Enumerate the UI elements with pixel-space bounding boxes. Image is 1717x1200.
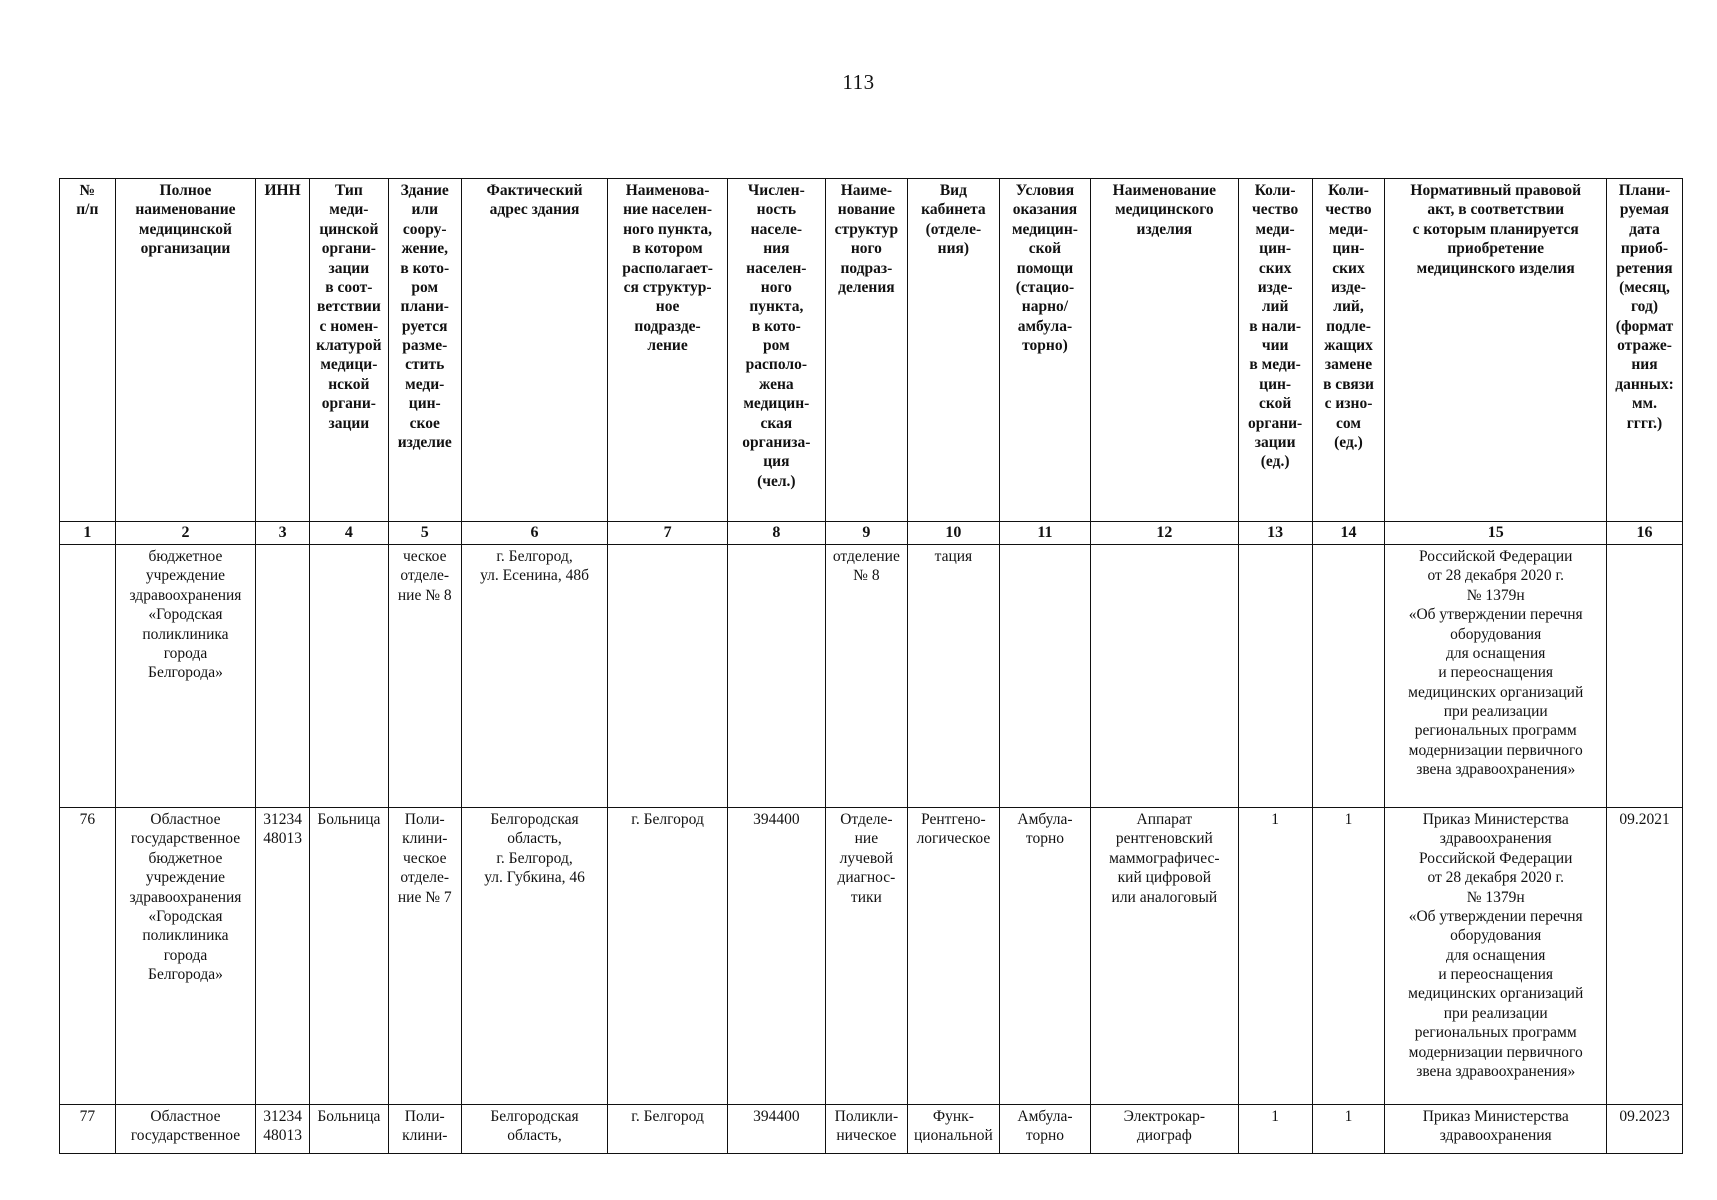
table-row-continuation [60,545,1683,808]
cell-col-16: 09.2023 [1607,1105,1683,1154]
cell-col-11 [999,545,1090,808]
column-header-3: ИНН [256,179,310,522]
cell-col-13: 1 [1238,1105,1312,1154]
column-header-10: Вид кабинета (отделе- ния) [907,179,999,522]
cell-col-3: 31234 48013 [256,1105,310,1154]
column-number-4: 4 [309,522,388,545]
column-number-1: 1 [60,522,116,545]
cell-col-2: бюджетное учреждение здравоохранения «Городская поликлиника города Белгорода» [115,545,256,808]
column-number-12: 12 [1090,522,1238,545]
cell-col-14: 1 [1312,808,1385,1105]
page-number: 113 [842,70,875,94]
cell-col-5: Поли- клини- [388,1105,461,1154]
cell-col-11: Амбула- торно [999,1105,1090,1154]
cell-col-1: 77 [60,1105,116,1154]
cell-col-1 [60,545,116,808]
column-number-3: 3 [256,522,310,545]
cell-col-5: ческое отделе- ние № 8 [388,545,461,808]
cell-col-10: Функ- циональной [907,1105,999,1154]
cell-col-3 [256,545,310,808]
cell-col-14: 1 [1312,1105,1385,1154]
column-header-12: Наименование медицинского изделия [1090,179,1238,522]
column-number-row [60,522,1683,545]
cell-col-3: 31234 48013 [256,808,310,1105]
column-header-15: Нормативный правовой акт, в соответствии с которым планируется приобретение медицинского изделия [1385,179,1607,522]
column-number-2: 2 [115,522,256,545]
cell-col-8 [727,545,825,808]
cell-col-12 [1090,545,1238,808]
column-header-1: № п/п [60,179,116,522]
column-header-9: Наиме- нование структур ного подраз- деления [825,179,907,522]
cell-col-8: 394400 [727,1105,825,1154]
column-header-13: Коли- чество меди- цин- ских изде- лий в нали- чии в меди- цин- ской органи- зации (ед.) [1238,179,1312,522]
cell-col-6: г. Белгород, ул. Есенина, 48б [461,545,608,808]
cell-col-2: Областное государственное бюджетное учреждение здравоохранения «Городская поликлиника города Белгорода» [115,808,256,1105]
cell-col-9: Отделе- ние лучевой диагнос- тики [825,808,907,1105]
cell-col-8: 394400 [727,808,825,1105]
column-header-11: Условия оказания медицин- ской помощи (стацио- нарно/ амбула- торно) [999,179,1090,522]
column-number-8: 8 [727,522,825,545]
column-number-9: 9 [825,522,907,545]
header-row [60,179,1683,522]
column-number-13: 13 [1238,522,1312,545]
cell-col-16 [1607,545,1683,808]
column-number-14: 14 [1312,522,1385,545]
cell-col-4: Больница [309,1105,388,1154]
column-header-2: Полное наименование медицинской организации [115,179,256,522]
cell-col-7 [608,545,727,808]
column-number-7: 7 [608,522,727,545]
cell-col-11: Амбула- торно [999,808,1090,1105]
cell-col-15: Приказ Министерства здравоохранения Российской Федерации от 28 декабря 2020 г. № 1379н «Об утверждении перечня оборудования для оснащения и переоснащения медицинских организаций при реализации региональных программ модернизации первичного звена здравоохранения» [1385,808,1607,1105]
cell-col-12: Аппарат рентгеновский маммографичес- кий цифровой или аналоговый [1090,808,1238,1105]
column-number-16: 16 [1607,522,1683,545]
cell-col-5: Поли- клини- ческое отделе- ние № 7 [388,808,461,1105]
column-header-5: Здание или соору- жение, в кото- ром плани- руется разме- стить меди- цин- ское изделие [388,179,461,522]
column-number-10: 10 [907,522,999,545]
column-number-5: 5 [388,522,461,545]
column-number-6: 6 [461,522,608,545]
column-header-14: Коли- чество меди- цин- ских изде- лий, подле- жащих замене в связи с изно- сом (ед.) [1312,179,1385,522]
cell-col-1: 76 [60,808,116,1105]
column-number-11: 11 [999,522,1090,545]
cell-col-15: Российской Федерации от 28 декабря 2020 г. № 1379н «Об утверждении перечня оборудования для оснащения и переоснащения медицинских организаций при реализации региональных программ модернизации первичного звена здравоохранения» [1385,545,1607,808]
cell-col-10: Рентгено- логическое [907,808,999,1105]
cell-col-2: Областное государственное [115,1105,256,1154]
column-header-4: Тип меди- цинской органи- зации в соот- ветствии с номен- клатурой медици- нской органи- зации [309,179,388,522]
cell-col-12: Электрокар- диограф [1090,1105,1238,1154]
cell-col-4: Больница [309,808,388,1105]
table-row-76 [60,808,1683,1105]
cell-col-6: Белгородская область, г. Белгород, ул. Губкина, 46 [461,808,608,1105]
column-header-8: Числен- ность населе- ния населен- ного пункта, в кото- ром располо- жена медицин- ская организа- ция (чел.) [727,179,825,522]
cell-col-4 [309,545,388,808]
cell-col-10: тация [907,545,999,808]
column-number-15: 15 [1385,522,1607,545]
cell-col-7: г. Белгород [608,1105,727,1154]
cell-col-9: отделение № 8 [825,545,907,808]
cell-col-13: 1 [1238,808,1312,1105]
cell-col-14 [1312,545,1385,808]
column-header-6: Фактический адрес здания [461,179,608,522]
cell-col-6: Белгородская область, [461,1105,608,1154]
medical-equipment-table [59,178,1683,1154]
cell-col-13 [1238,545,1312,808]
column-header-16: Плани- руемая дата приоб- ретения (месяц, год) (формат отраже- ния данных: мм. гггг.) [1607,179,1683,522]
column-header-7: Наименова- ние населен- ного пункта, в котором располагает- ся структур- ное подразде- ление [608,179,727,522]
cell-col-16: 09.2021 [1607,808,1683,1105]
table-row-77 [60,1105,1683,1154]
cell-col-7: г. Белгород [608,808,727,1105]
cell-col-15: Приказ Министерства здравоохранения [1385,1105,1607,1154]
cell-col-9: Поликли- ническое [825,1105,907,1154]
